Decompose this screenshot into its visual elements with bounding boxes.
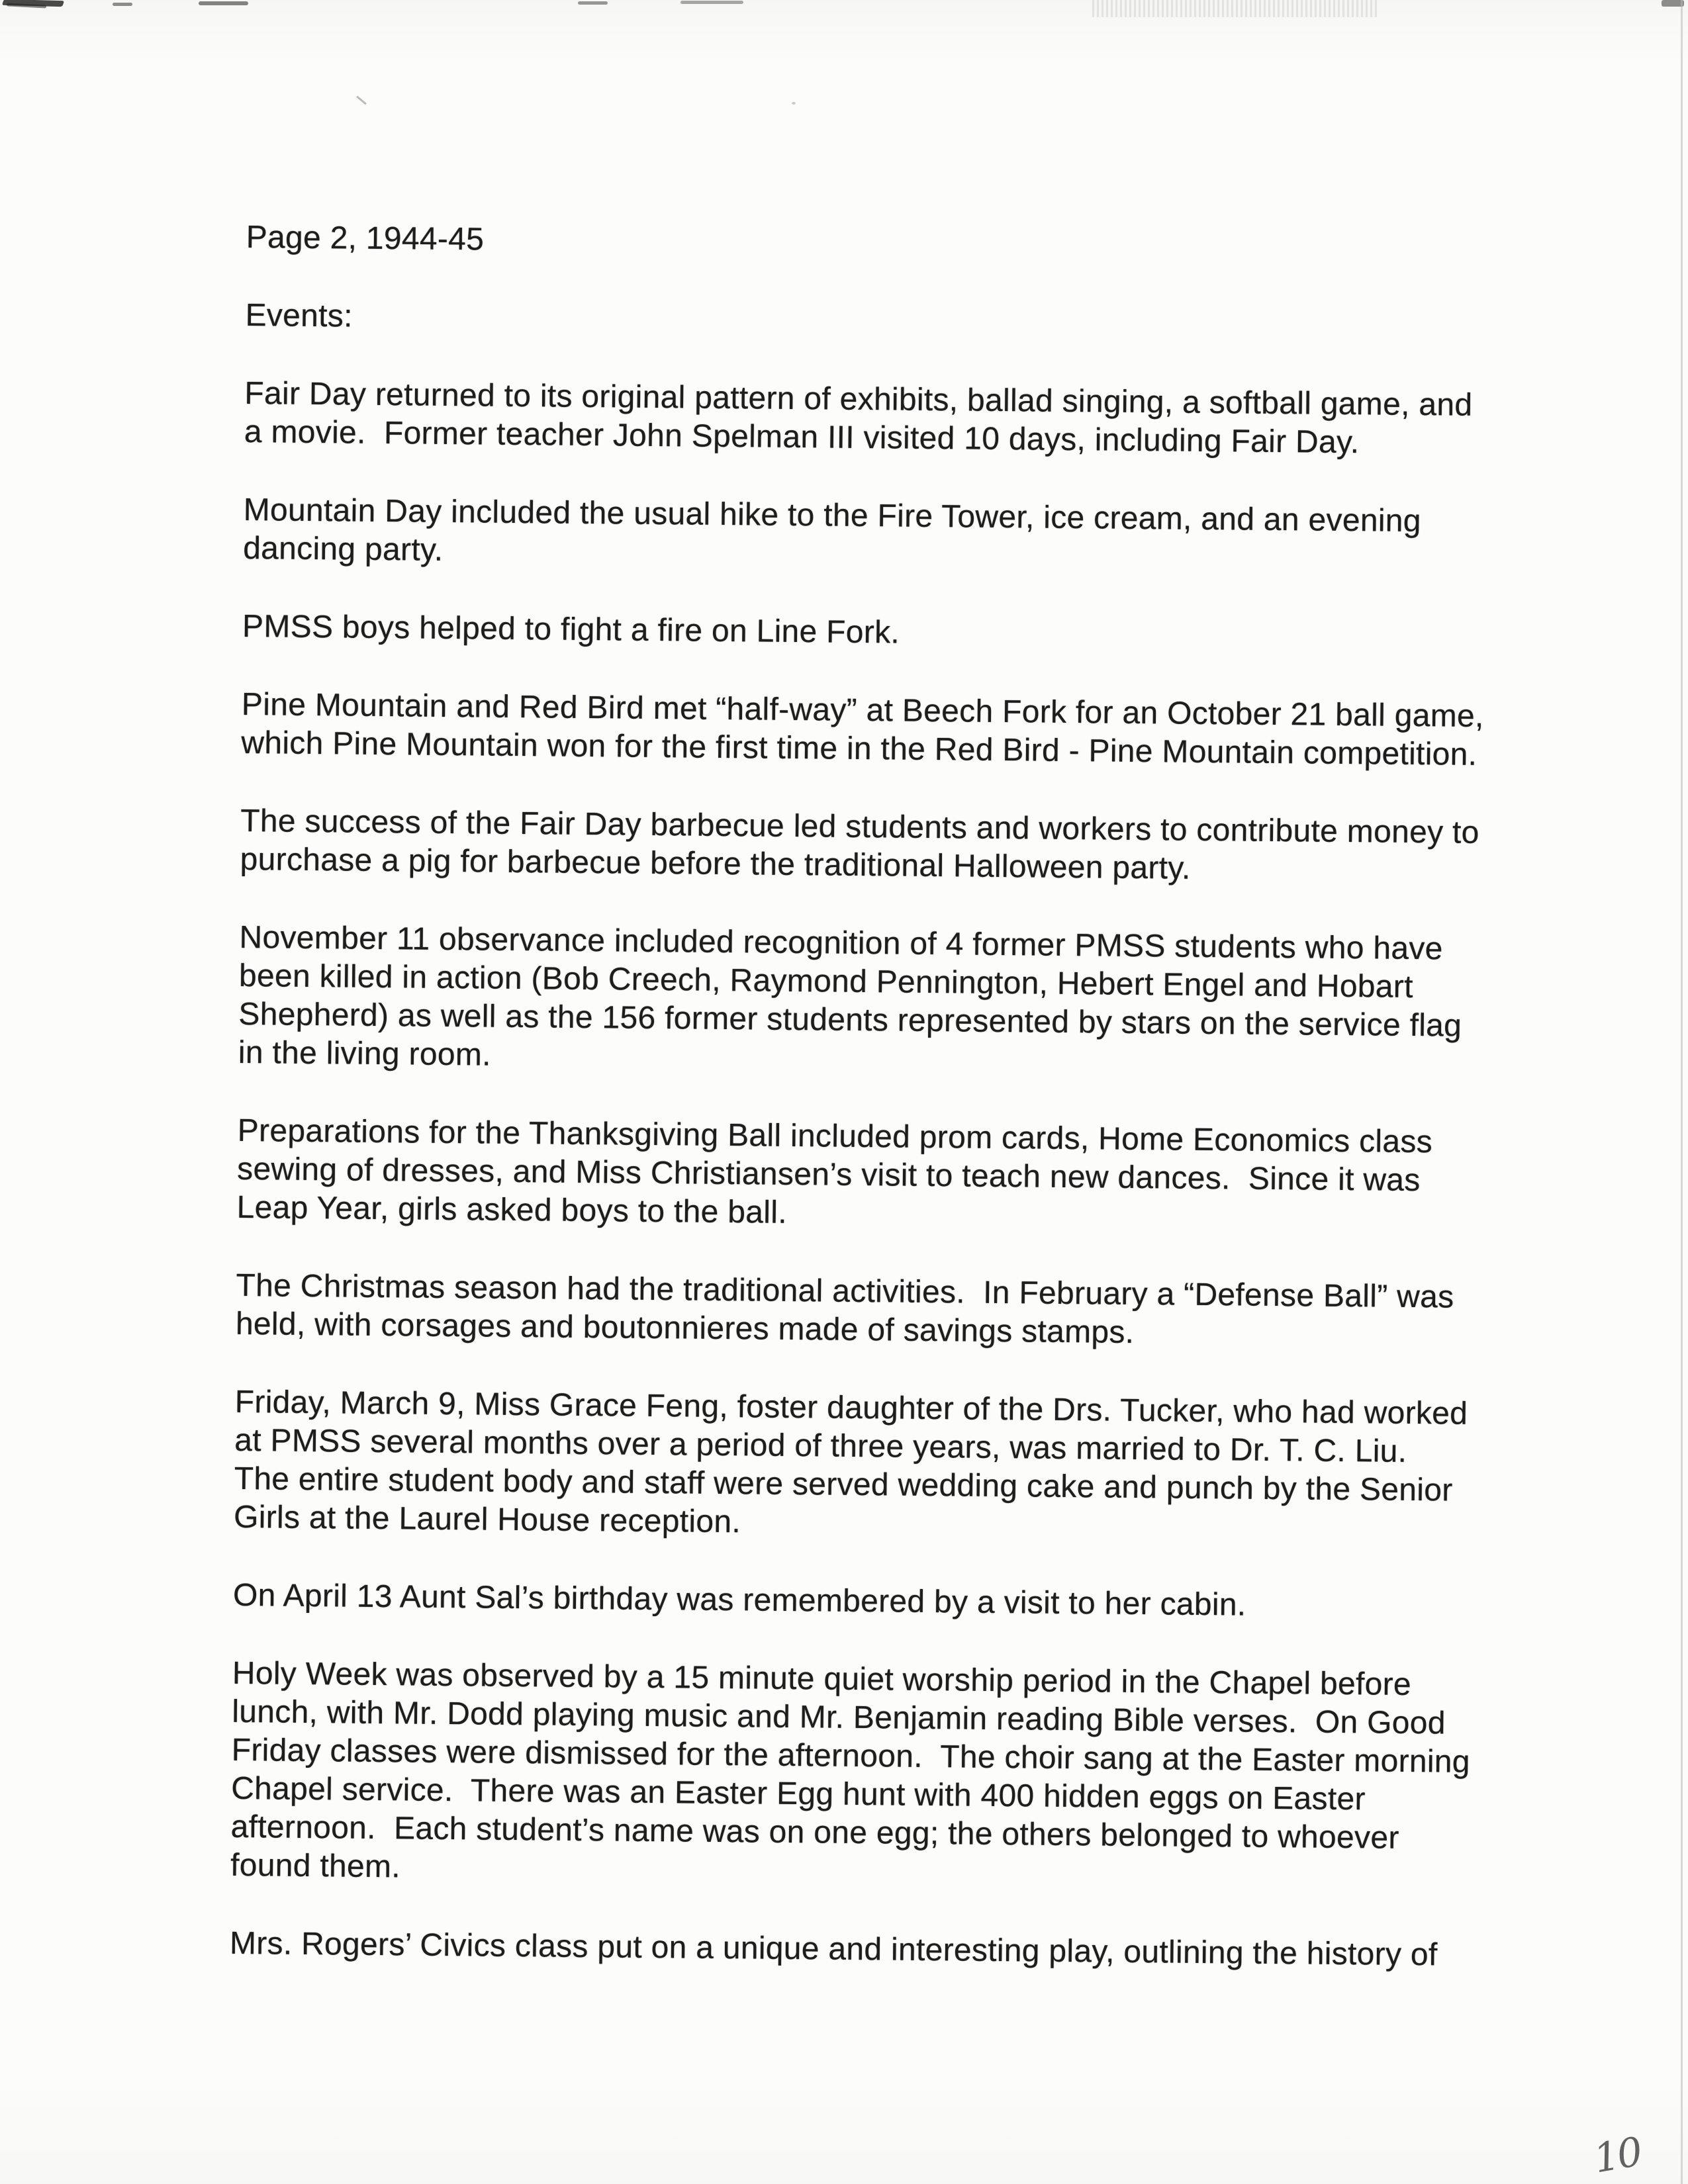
text-line: Preparations for the Thanksgiving Ball included prom cards, Home Economics class [237,1113,1433,1160]
text-line: The Christmas season had the traditional activities. In February a “Defense Ball” was [236,1267,1454,1315]
paragraph [233,1576,1476,1627]
text-line: On April 13 Aunt Sal’s birthday was remembered by a visit to her cabin. [232,1577,1246,1623]
scan-artifact-speck [792,102,796,105]
text-line: purchase a pig for barbecue before the traditional Halloween party. [240,841,1191,886]
paragraph [240,802,1483,891]
text-line: Mountain Day included the usual hike to the Fire Tower, ice cream, and an evening [243,492,1422,539]
text-line: Leap Year, girls asked boys to the ball. [236,1189,788,1230]
text-line: which Pine Mountain won for the first time in the Red Bird - Pine Mountain competition. [241,725,1477,772]
page-header: Page 2, 1944-45 [246,219,485,257]
paragraph [238,919,1482,1084]
text-line: at PMSS several months over a period of three years, was married to Dr. T. C. Liu. [234,1422,1407,1469]
text-line: Pine Mountain and Red Bird met “half-way” at Beech Fork for an October 21 ball game, [241,686,1484,734]
text-line: sewing of dresses, and Miss Christiansen’s visit to teach new dances. Since it was [236,1151,1421,1199]
text-line: Holy Week was observed by a 15 minute quiet worship period in the Chapel before [232,1655,1412,1702]
paragraph [243,491,1486,580]
scan-artifact-dash [680,1,743,4]
paragraph [230,1655,1475,1897]
scan-artifact-speck [356,96,367,105]
scan-artifact-streaks [1092,0,1377,17]
section-label: Events: [245,297,353,334]
text-line: The success of the Fair Day barbecue led students and workers to contribute money to [240,803,1479,850]
text-line: afternoon. Each student’s name was on one egg; the others belonged to whoever [230,1809,1399,1856]
text-line: The entire student body and staff were served wedding cake and punch by the Senior [234,1461,1453,1508]
text-line: November 11 observance included recognition of 4 former PMSS students who have [239,919,1443,967]
document-text [230,218,1489,1975]
text-line: Friday classes were dismissed for the afternoon. The choir sang at the Easter morning [231,1732,1471,1780]
scan-artifact-right-edge-line [1681,0,1683,2184]
text-line: a movie. Former teacher John Spelman III visited 10 days, including Fair Day. [244,414,1360,461]
paragraph [242,608,1485,658]
text-line: Fair Day returned to its original pattern of exhibits, ballad singing, a softball game, and [244,375,1473,423]
text-line: held, with corsages and boutonnieres made of savings stamps. [235,1306,1135,1350]
scan-artifact-dash [113,3,132,6]
text-line: Friday, March 9, Miss Grace Feng, foster daughter of the Drs. Tucker, who had worked [234,1384,1468,1432]
text-line: Shepherd) as well as the 156 former students represented by stars on the service flag [238,996,1462,1044]
paragraph [236,1112,1479,1239]
text-line: found them. [230,1847,401,1885]
paragraph [244,375,1487,463]
scan-artifact-dash [199,1,248,5]
text-line: Mrs. Rogers’ Civics class put on a unique and interesting play, outlining the history of [229,1925,1438,1973]
handwritten-page-number: 10 [1590,2128,1644,2183]
text-line: in the living room. [238,1034,492,1073]
text-line: lunch, with Mr. Dodd playing music and Mr. Benjamin reading Bible verses. On Good [232,1694,1446,1741]
text-line: Chapel service. There was an Easter Egg hunt with 400 hidden eggs on Easter [230,1770,1366,1817]
text-line: PMSS boys helped to fight a fire on Line Fork. [242,608,900,651]
text-line: Girls at the Laurel House reception. [233,1499,741,1540]
paragraph [236,1267,1479,1355]
text-line: been killed in action (Bob Creech, Raymond Pennington, Hebert Engel and Hobart [238,958,1413,1005]
paragraph [234,1383,1477,1549]
paragraph [241,686,1484,774]
paragraph [230,1925,1472,1975]
scan-artifact-dash [578,1,608,5]
text-line: dancing party. [242,530,444,568]
paragraphs [230,375,1487,1975]
